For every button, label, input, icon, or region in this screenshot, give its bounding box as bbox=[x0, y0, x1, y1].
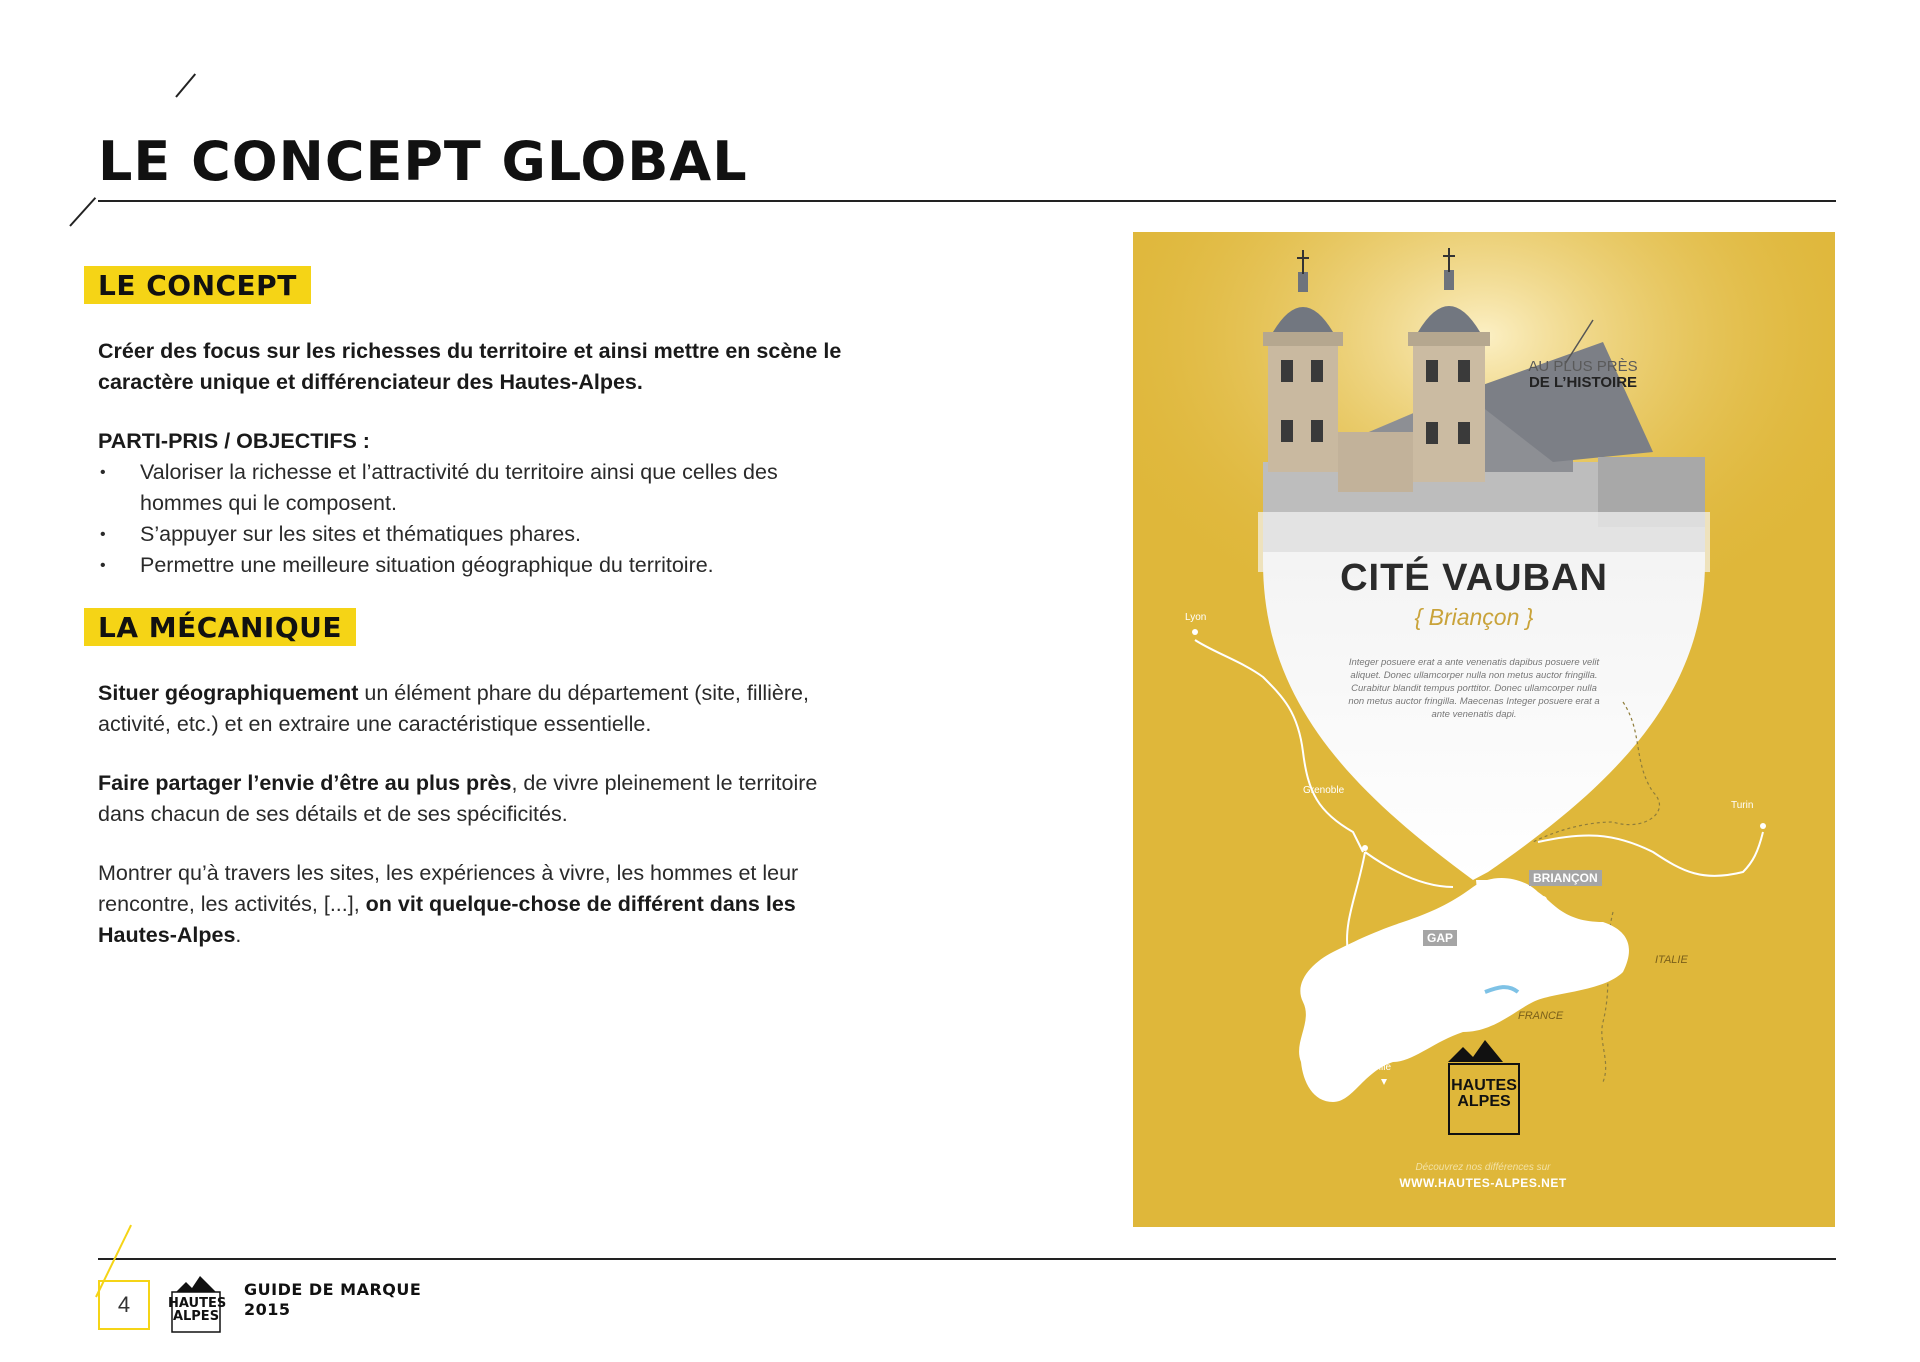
map-label-briancon: BRIANÇON bbox=[1529, 870, 1602, 886]
poster-footer-url: WWW.HAUTES-ALPES.NET bbox=[1399, 1176, 1567, 1190]
objectives-list bbox=[98, 457, 858, 581]
concept-intro: Créer des focus sur les richesses du territoire et ainsi mettre en scène le caractère unique et différenciateur des Hautes-Alpes. bbox=[98, 339, 842, 394]
mecanique-paragraph-1 bbox=[98, 678, 858, 740]
map-label-france: FRANCE bbox=[1518, 1010, 1564, 1022]
text: Montrer qu’à travers les sites, les expériences à vivre, les hommes et leur rencontre, les activités, [...], bbox=[98, 861, 799, 916]
map-label-italie: ITALIE bbox=[1655, 954, 1688, 966]
guide-year: 2015 bbox=[244, 1300, 291, 1319]
section-heading-concept bbox=[84, 266, 311, 304]
emphasis: Faire partager l’envie d’être au plus près bbox=[98, 771, 512, 795]
poster-tag-line1: AU PLUS PRÈS bbox=[1528, 358, 1638, 375]
text: . bbox=[235, 923, 242, 947]
map-label-turin: Turin bbox=[1731, 800, 1754, 811]
list-item: • Valoriser la richesse et l’attractivité du territoire ainsi que celles des hommes qui le composent. bbox=[98, 457, 858, 519]
poster-title: CITÉ VAUBAN bbox=[1340, 557, 1608, 599]
mecanique-paragraph-2 bbox=[98, 768, 858, 830]
header-slash-decoration-left bbox=[69, 197, 96, 227]
text: , de vivre pleinement le territoire dans chacun de ses détails et de ses spécificités. bbox=[98, 771, 818, 826]
map-dot-lyon bbox=[1192, 629, 1198, 635]
section-heading-mecanique bbox=[84, 608, 356, 646]
map-label-grenoble: Grenoble bbox=[1303, 785, 1345, 796]
poster-logo-line2: ALPES bbox=[1457, 1093, 1511, 1110]
map-dot-grenoble bbox=[1362, 845, 1368, 851]
poster-logo-line1: HAUTES bbox=[1451, 1077, 1517, 1094]
page-number: 4 bbox=[98, 1280, 150, 1330]
map-marker-marseille bbox=[1381, 1079, 1387, 1085]
section-heading-mecanique-label: LA MÉCANIQUE bbox=[98, 610, 342, 644]
list-item: • Permettre une meilleure situation géographique du territoire. bbox=[98, 550, 858, 581]
map-department-shape bbox=[1299, 878, 1629, 1102]
list-item: • S’appuyer sur les sites et thématiques phares. bbox=[98, 519, 858, 550]
footer-logo-line1: HAUTES bbox=[168, 1296, 227, 1311]
header-rule bbox=[98, 200, 1836, 202]
poster-logo-text bbox=[1449, 1078, 1519, 1110]
poster-tag bbox=[1513, 359, 1653, 391]
map-dot-turin bbox=[1760, 823, 1766, 829]
map-label-marseille: Marseille bbox=[1351, 1062, 1392, 1073]
footer-logo-text bbox=[168, 1296, 227, 1324]
poster-subtitle: { Briançon } bbox=[1414, 604, 1534, 630]
guide-title: GUIDE DE MARQUE bbox=[244, 1280, 422, 1299]
section-heading-concept-label: LE CONCEPT bbox=[98, 268, 297, 302]
poster-tag-line2: DE L’HISTOIRE bbox=[1528, 374, 1638, 391]
footer-guide-label bbox=[244, 1280, 421, 1320]
mecanique-paragraph-3 bbox=[98, 858, 858, 951]
objectives-title: PARTI-PRIS / OBJECTIFS : bbox=[98, 429, 370, 453]
text: un élément phare du département (site, fillière, activité, etc.) et en extraire une caractéristique essentielle. bbox=[98, 681, 809, 736]
map-label-lyon: Lyon bbox=[1185, 612, 1207, 623]
poster-body-text: Integer posuere erat a ante venenatis dapibus posuere velit aliquet. Donec ullamcorper nulla non metus auctor fringilla. Curabitur blandit tempus porttitor. Donec ullamcorper nulla non metus auctor fringilla. Maecenas Integer posuere erat a ante venenatis dapi. bbox=[1348, 657, 1600, 720]
emphasis: Situer géographiquement bbox=[98, 681, 359, 705]
footer-rule bbox=[98, 1258, 1836, 1260]
emphasis: on vit quelque-chose de différent dans les Hautes-Alpes bbox=[98, 892, 796, 947]
map-label-gap: GAP bbox=[1423, 930, 1457, 946]
poster-cite-vauban bbox=[1133, 232, 1835, 1227]
page-title: LE CONCEPT GLOBAL bbox=[98, 130, 748, 193]
poster-footer-tagline: Découvrez nos différences sur bbox=[1415, 1162, 1551, 1173]
header-slash-decoration bbox=[175, 73, 196, 97]
map-dot-briancon bbox=[1539, 896, 1547, 904]
footer-logo-line2: ALPES bbox=[172, 1309, 220, 1324]
